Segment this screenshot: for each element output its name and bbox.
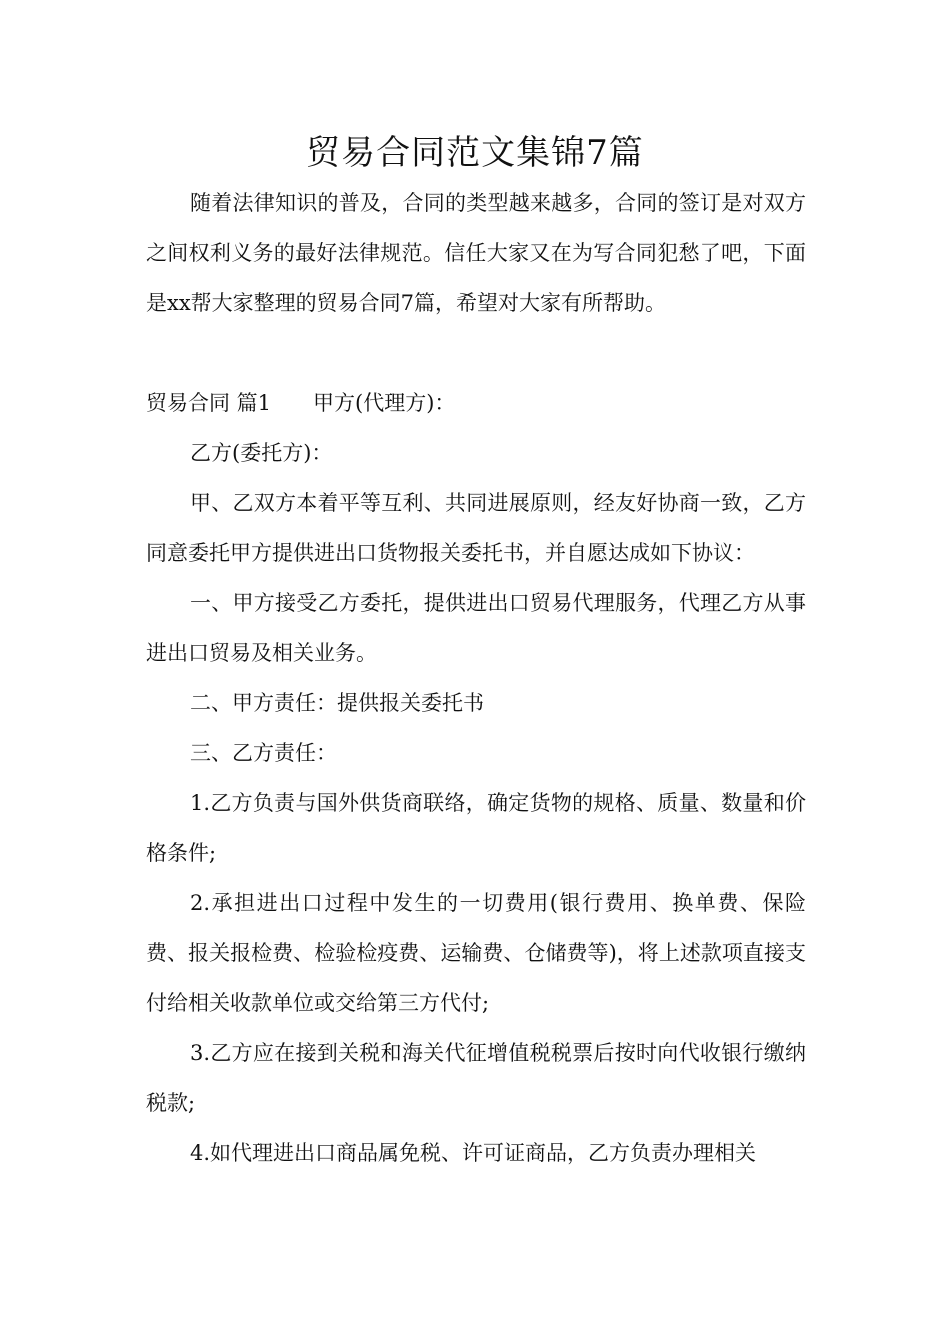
paragraph-item-1: 1.乙方负责与国外供货商联络，确定货物的规格、质量、数量和价格条件; xyxy=(146,791,806,865)
paragraph-clause-2: 二、甲方责任：提供报关委托书 xyxy=(190,691,484,715)
document-title: 贸易合同范文集锦7篇 xyxy=(306,133,644,173)
paragraph-clause-3: 三、乙方责任： xyxy=(190,741,337,765)
party-a-label: 甲方(代理方)： xyxy=(313,391,456,415)
party-b-label: 乙方(委托方)： xyxy=(190,441,333,465)
paragraph-agreement: 甲、乙双方本着平等互利、共同进展原则，经友好协商一致，乙方同意委托甲方提供进出口货物报关委托书，并自愿达成如下协议： xyxy=(146,491,806,565)
paragraph-clause-1: 一、甲方接受乙方委托，提供进出口贸易代理服务，代理乙方从事进出口贸易及相关业务。 xyxy=(146,591,806,665)
section-heading: 贸易合同 篇1 xyxy=(146,391,272,415)
paragraph-item-2: 2.承担进出口过程中发生的一切费用(银行费用、换单费、保险费、报关报检费、检验检疫费、运输费、仓储费等)，将上述款项直接支付给相关收款单位或交给第三方代付; xyxy=(146,891,806,1015)
section-heading-line xyxy=(146,378,806,428)
paragraph-item-3: 3.乙方应在接到关税和海关代征增值税税票后按时向代收银行缴纳税款; xyxy=(146,1041,806,1115)
intro-paragraph: 随着法律知识的普及，合同的类型越来越多，合同的签订是对双方之间权利义务的最好法律规范。信任大家又在为写合同犯愁了吧，下面是xx帮大家整理的贸易合同7篇，希望对大家有所帮助。 xyxy=(146,191,806,315)
document-body xyxy=(146,178,806,1178)
paragraph-item-4: 4.如代理进出口商品属免税、许可证商品，乙方负责办理相关 xyxy=(190,1141,757,1165)
